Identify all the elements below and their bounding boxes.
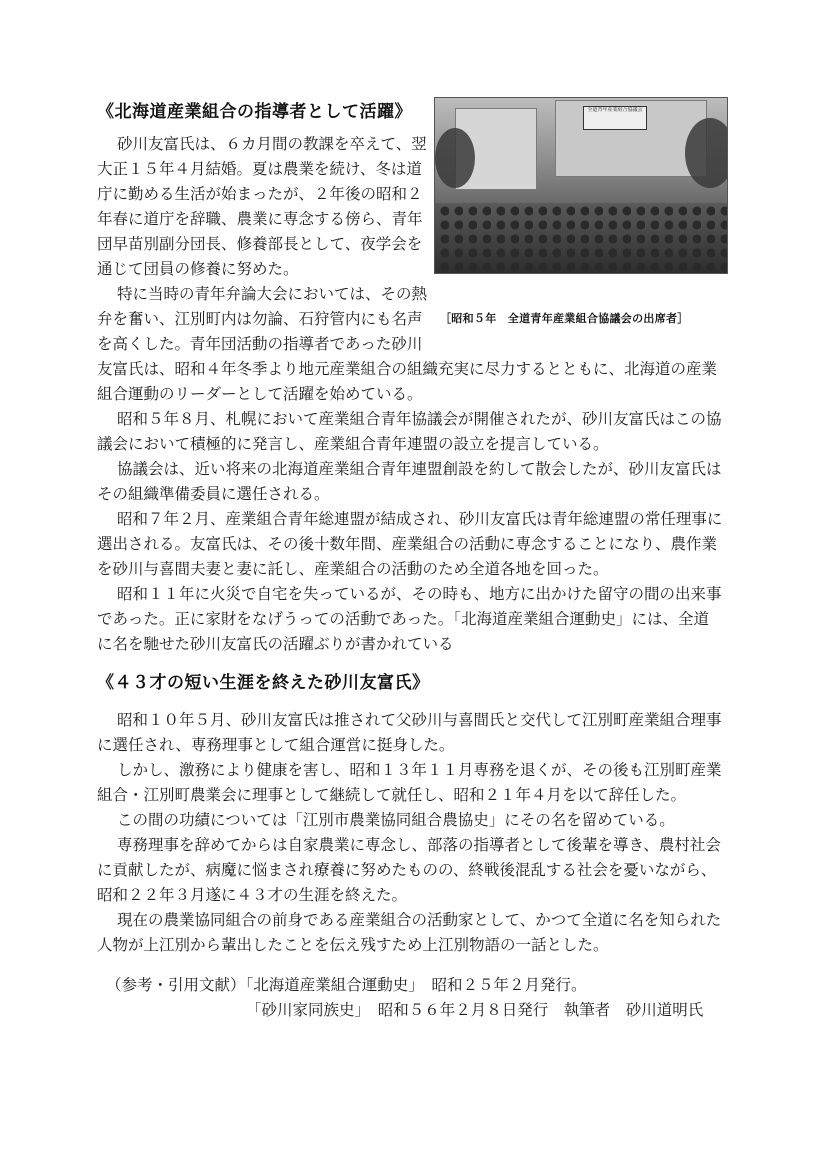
photo-caption: ［昭和５年 全道青年産業組合協議会の出席者］ [440,312,689,325]
body-line: であった。正に家財をなげうっての活動であった。「北海道産業組合運動史」には、全道 [97,610,709,628]
body-line: 選出される。友富氏は、その後十数年間、産業組合の活動に専念することになり、農作業 [97,535,718,553]
body-line: 協議会は、近い将来の北海道産業組合青年連盟創設を約して散会したが、砂川友富氏は [117,460,722,478]
body-line: 昭和２２年３月遂に４３才の生涯を終えた。 [97,886,408,904]
body-line: しかし、激務により健康を害し、昭和１３年１１月専務を退くが、その後も江別町産業 [117,761,722,779]
body-line: に貢献したが、病魔に悩まされ療養に努めたものの、終戦後混乱する社会を憂いながら、 [97,861,717,879]
body-line: 特に当時の青年弁論大会においては、その熱 [117,285,428,303]
body-line: 人物が上江別から輩出したことを伝え残すため上江別物語の一話とした。 [97,936,609,954]
body-line: 庁に勤める生活が始まったが、２年後の昭和２ [97,185,423,203]
body-line: この間の功績については「江別市農業協同組合農協史」にその名を留めている。 [117,811,675,829]
body-line: 組合運動のリーダーとして活躍を始めている。 [97,385,423,403]
body-line: 専務理事を辞めてからは自家農業に専念し、部落の指導者として後輩を導き、農村社会 [117,836,721,854]
body-line: に選任され、専務理事として組合運営に挺身した。 [97,736,455,754]
body-line: 昭和１１年に火災で自宅を失っているが、その時も、地方に出かけた留守の間の出来事 [117,585,722,603]
body-line: 組合・江別町農業会に理事として継続して就任し、昭和２１年４月を以て辞任した。 [97,786,687,804]
body-line: 年春に道庁を辞職、農業に専念する傍ら、青年 [97,210,423,228]
body-line: を砂川与喜間夫妻と妻に託し、産業組合の活動のため全道各地を回った。 [97,560,609,578]
body-line: 議会において積極的に発言し、産業組合青年連盟の設立を提言している。 [97,435,609,453]
body-line: 昭和１０年５月、砂川友富氏は推されて父砂川与喜間氏と交代して江別町産業組合理事 [117,711,722,729]
body-line: 通じて団員の修養に努めた。 [97,260,299,278]
photo-crowd [435,203,727,273]
body-line: 友富氏は、昭和４年冬季より地元産業組合の組織充実に尽力するとともに、北海道の産業 [97,360,718,378]
body-line: 団早苗別副分団長、修養部長として、夜学会を [97,235,423,253]
group-photo [434,97,728,274]
body-line: 現在の農業協同組合の前身である産業組合の活動家として、かつて全道に名を知られた [117,911,722,929]
body-line: 昭和７年２月、産業組合青年総連盟が結成され、砂川友富氏は青年総連盟の常任理事に [117,510,723,528]
body-line: 砂川友富氏は、６カ月間の教課を卒えて、翌 [117,135,427,153]
body-line: その組織準備委員に選任される。 [97,485,330,503]
section1-heading: 《北海道産業組合の指導者として活躍》 [97,102,412,122]
body-line: 弁を奮い、江別町内は勿論、石狩管内にも名声 [97,310,423,328]
body-line: 大正１５年４月結婚。夏は農業を続け、冬は道 [97,160,422,178]
body-line: を高くした。青年団活動の指導者であった砂川 [97,335,423,353]
photo-banner: 全道青年産業組合協議会 [583,106,647,130]
body-line: 昭和５年８月、札幌において産業組合青年協議会が開催されたが、砂川友富氏はこの協 [117,410,722,428]
reference-line: 「砂川家同族史」 昭和５６年２月８日発行 執筆者 砂川道明氏 [246,1001,704,1019]
reference-line: （参考・引用文献）「北海道産業組合運動史」 昭和２５年２月発行。 [106,976,587,994]
photo-tree [435,128,475,188]
photo-tree [685,118,728,188]
body-line: に名を馳せた砂川友富氏の活躍ぶりが書かれている [97,635,454,653]
section2-heading: 《４３才の短い生涯を終えた砂川友富氏》 [97,673,430,693]
